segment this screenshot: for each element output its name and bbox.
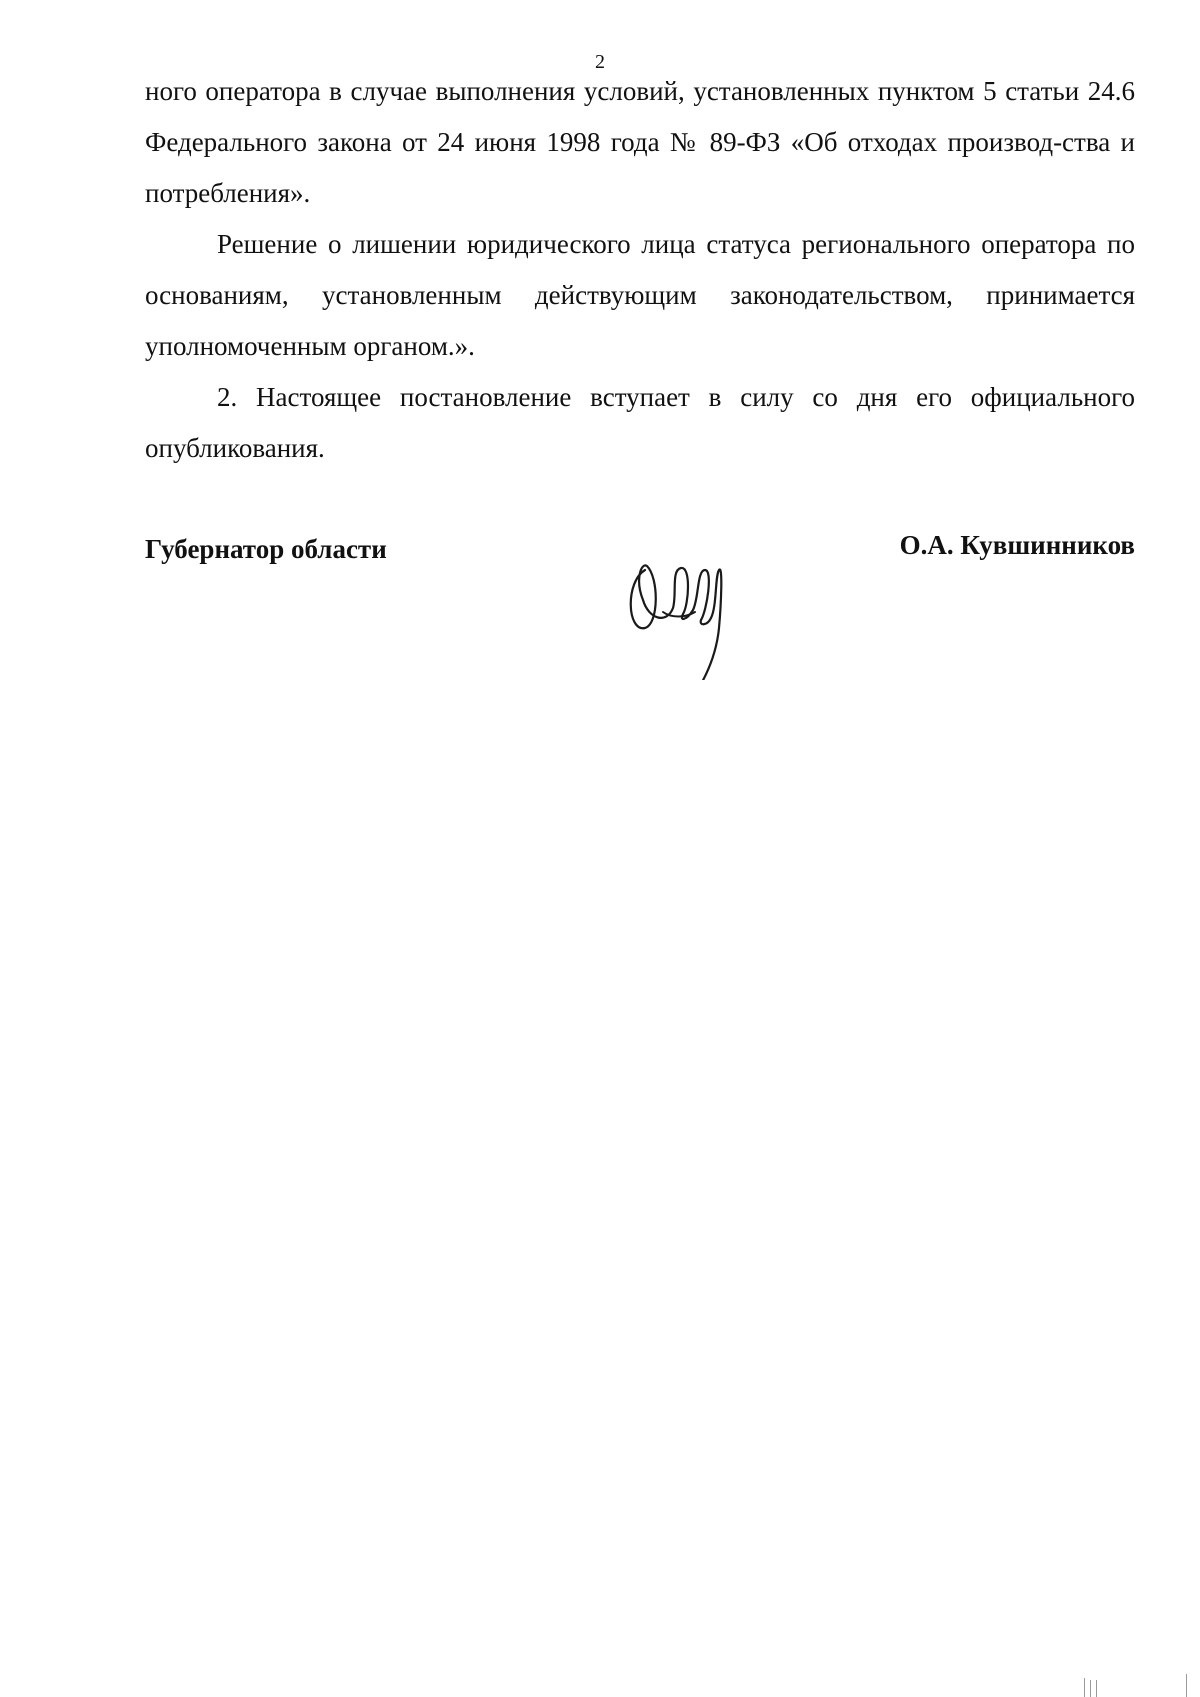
paragraph-revocation-decision: Решение о лишении юридического лица статуса регионального оператора по основаниям, установленным действующим законодательством, принимается уполномоченным органом.». (145, 229, 1135, 361)
scan-artifact (1090, 1680, 1091, 1697)
scan-artifact (1084, 1678, 1085, 1697)
scan-artifact (1096, 1680, 1097, 1697)
signatory-name: О.А. Кувшинников (899, 530, 1135, 560)
paragraph-effective-date: 2. Настоящее постановление вступает в силу со дня его официального опубликования. (145, 382, 1135, 463)
signature-block (145, 520, 1135, 680)
paragraph-continuation: ного оператора в случае выполнения условий, установленных пунктом 5 статьи 24.6 Федерального закона от 24 июня 1998 года № 89-ФЗ «Об отходах производ-ства и потребления». (145, 76, 1135, 208)
page-number: 2 (595, 51, 605, 73)
scan-artifact (1186, 1674, 1187, 1697)
handwritten-signature (615, 520, 745, 680)
document-body (145, 66, 1135, 474)
signatory-title: Губернатор области (145, 534, 387, 564)
